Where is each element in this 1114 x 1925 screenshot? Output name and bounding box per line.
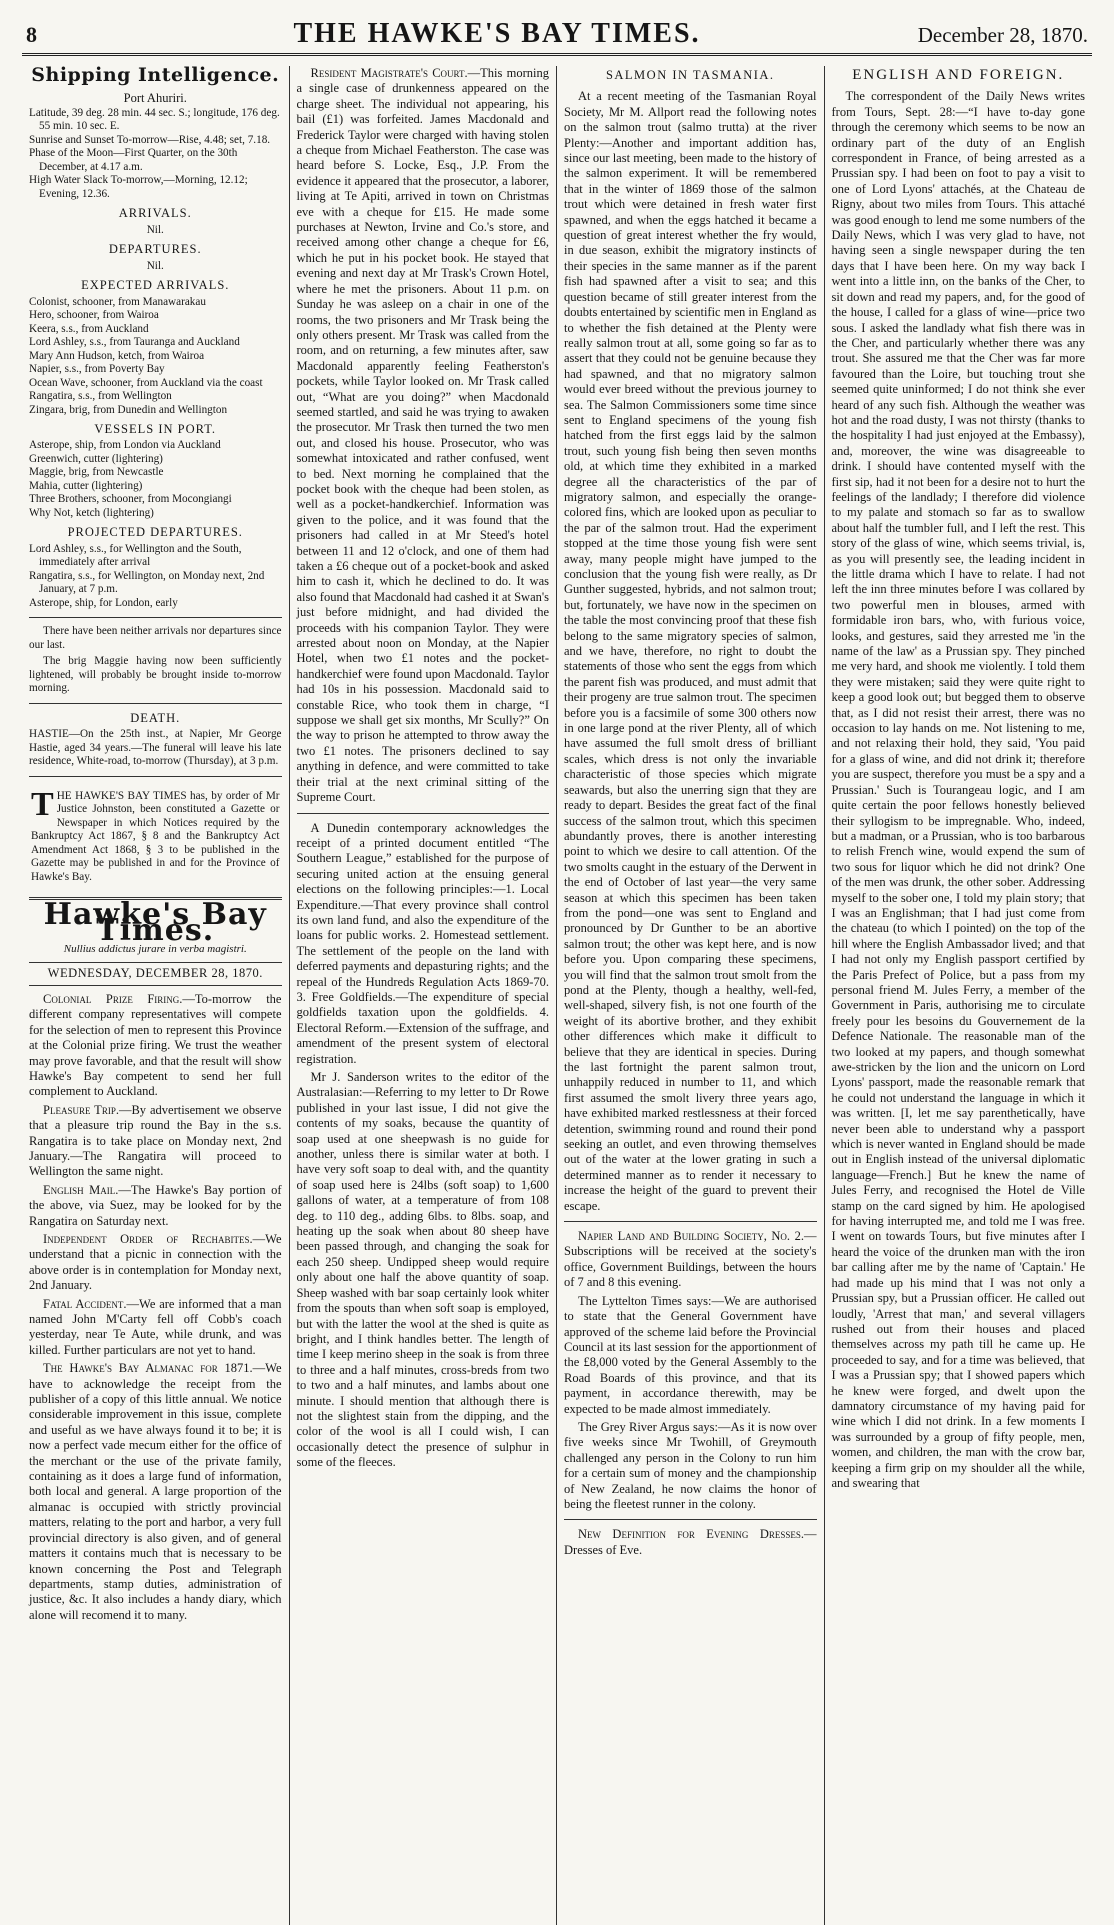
- salmon-heading: SALMON IN TASMANIA.: [605, 68, 775, 82]
- paper-title: THE HAWKE'S BAY TIMES.: [293, 18, 701, 49]
- list-item: Maggie, brig, from Newcastle: [29, 466, 164, 479]
- port-line: Latitude, 39 deg. 28 min. 44 sec. S.; longitude, 176 deg. 55 min. 10 sec. E.: [29, 106, 280, 133]
- paper-motto: Nullius addictus jurare in verba magistri.: [63, 943, 247, 956]
- list-item: Lord Ashley, s.s., for Wellington and the South, immediately after arrival: [29, 542, 242, 569]
- port-info: [29, 107, 282, 202]
- issue-date: December 28, 1870.: [917, 23, 1088, 47]
- projected-label: PROJECTED DEPARTURES.: [67, 525, 243, 540]
- list-item: Mary Ann Hudson, ketch, from Wairoa: [29, 349, 205, 362]
- news-paragraph: The Lyttelton Times says:—We are authorised to state that the General Government have approved of the scheme laid before the Provincial Council at its last session for the apportionment of the £8,000 voted by the General Assembly to the Road Boards of this province, and that its payment, in accordance therewith, may be expected to be made almost immediately.: [564, 1293, 817, 1416]
- column-4: [825, 66, 1093, 1925]
- list-item: Asterope, ship, from London via Auckland: [29, 439, 221, 452]
- news-paragraph: The Hawke's Bay Almanac for 1871.—We have to acknowledge the receipt from the publisher of a copy of this little annual. We notice considerable improvement in this issue, complete and useful as we have always found it to be; it is now a perfect vade mecum either for the office of the merchant or the use of the private family, containing as it does a large fund of information, both local and general. A large proportion of the almanac is occupied with strictly provincial matters, relating to the port and harbor, a very full provincial directory is also given, and of general matters it contains much that is necessary to be known concerning the Post and Telegraph departments, stamp duties, administration of justice, &c. It also includes a handy diary, which alone will recomend it to many.: [29, 1361, 282, 1622]
- divider: [564, 1519, 817, 1520]
- departures-value: Nil.: [146, 259, 164, 272]
- news-paragraph: Colonial Prize Firing.—To-morrow the different company representatives will compete for the selection of men to represent this Province at the Colonial prize firing. We trust the weather may prove favorable, and that the result will show Hawke's Bay competent to send her full complement to Auckland.: [29, 991, 282, 1099]
- news-paragraph: At a recent meeting of the Tasmanian Royal Society, Mr M. Allport read the following notes on the salmon trout (salmo trutta) at the river Plenty:—Another and important addition has, since our last meeting, been made to the history of the salmon experiment. It will be remembered that in the winter of 1869 those of the salmon trout which were detained in fresh water first spawned, and when the eggs hatched it became a question of great interest whether the fry would, in due season, exhibit the migratory instincts of their species in the same manner as if the parent fish had spawned after a visit to sea; and this question became of still greater interest from the doubts entertained by scientific men in England as to whether the fish detained at the Plenty were really salmon trout at all, some going so far as to assert that they could not be genuine because they had spawned, and that no migratory salmon would ever breed without the previous journey to sea. The Salmon Commissioners some time since sent to England specimens of the young fish hatched from the first eggs laid by the salmon trout, such young fish being then seven months old, at which time they exhibited in a marked degree all the characteristics of the par of migratory salmon, and especially the orange-colored fins, which are looked upon as peculiar to the par of the salmon trout. Had the experiment stopped at the time those young fish were sent away, many people might have jumped to the conclusion that the young fish were really, as Dr Gunther suggested, hybrids, and not salmon trout; but, fortunately, we have now in the specimen on the table the most convincing proof that these fish belong to the same migratory species of salmon, and we have, therefore, no right to doubt the statements of those who sent the eggs from which the parent fish was produced, and must admit that their progeny are true salmon trout. The specimen before you is a facsimile of some 300 others now in one large pond at the river Plenty, all of which have assumed the full smolt dress of brilliant scales, which dress is not only the invariable characteristic of those species which migrate seawards, but also the unerring sign that they are ready to depart. Besides the great fact of the final success of the salmon trout, which this specimen abundantly proves, there is another interesting point to which we desire to call attention. Of the two smolts caught in the estuary of the Derwent in the end of October of last year—the very same season at which this specimen has been taken from the pond—one was sent to England and pronounced by Dr Gunther to be an abortive salmon trout; the other was kept here, and is now before you. Upon comparing these specimens, you will find that the salmon trout smolt from the pond at the Plenty, though a healthy, well-fed, well-shaped, silvery fish, is not one fourth of the weight of its abortive brother, and they exhibit other differences which make it difficult to believe that they are identical in species. During the last fortnight the parent salmon trout, unhappily reduced in number to 11, and which first assumed the smolt livery three years ago, have exhibited marked restlessness at their forced detention, swimming round and round their pond seeking an outlet, and even throwing themselves out of the water at the lower grating in such a determined manner as to render it necessary to increase the height of the guard to prevent their escape.: [564, 89, 817, 1213]
- expected-list: [29, 296, 282, 418]
- drop-cap: T: [31, 785, 54, 823]
- list-item: Rangatira, s.s., for Wellington, on Monday next, 2nd January, at 7 p.m.: [29, 569, 265, 596]
- list-item: Greenwich, cutter (lightering): [29, 452, 163, 465]
- list-item: Rangatira, s.s., from Wellington: [29, 390, 172, 403]
- in-port-label: VESSELS IN PORT.: [94, 422, 217, 437]
- english-foreign-heading: ENGLISH AND FOREIGN.: [852, 67, 1065, 83]
- paper-name: Hawke's Bay Times.: [43, 897, 267, 948]
- list-item: Ocean Wave, schooner, from Auckland via the coast: [29, 376, 263, 389]
- port-line: High Water Slack To-morrow,—Morning, 12.12; Evening, 12.36.: [29, 174, 248, 200]
- list-item: Zingara, brig, from Dunedin and Wellington: [29, 403, 228, 416]
- list-item: Hero, schooner, from Wairoa: [29, 309, 159, 322]
- news-paragraph: Pleasure Trip.—By advertisement we observe that a pleasure trip round the Bay in the s.s. Rangatira is to take place on Monday next, 2nd January.—The Rangatira will proceed to Wellington the same night.: [29, 1102, 282, 1179]
- port-name: Port Ahuriri.: [123, 91, 187, 106]
- news-paragraph: Fatal Accident.—We are informed that a man named John M'Carty fell off Cobb's coach yesterday, near Te Aute, while drunk, and was killed. Further particulars are not yet to hand.: [29, 1296, 282, 1357]
- divider: [564, 1221, 817, 1222]
- arrivals-label: ARRIVALS.: [118, 206, 192, 221]
- news-paragraph: New Definition for Evening Dresses.—Dresses of Eve.: [564, 1527, 817, 1557]
- divider: [29, 703, 282, 704]
- news-paragraph: Mr J. Sanderson writes to the editor of the Australasian:—Referring to my letter to Dr Rowe published in your last issue, I did not give the contents of my soaks, because the quantity of soap used at one sheepwash is no guide for another, unless there is similar water at both. I have very soft soap to deal with, and the quantity of soap used here is 24lbs (soft soap) to 1,600 gallons of water, at a temperature of from 108 deg. to 110 deg., adding 6lbs. to 8lbs. soap, and heating up the soak when about 80 sheep have been passed through, and changing the soak for each 250 sheep. Undipped sheep would require only about one half the above quantity of soap. Sheep washed with bar soap certainly look whiter from the spouts than when soft soap is employed, but with the latter the wool at the shed is quite as bright, and I think handles better. The length of time I keep merino sheep in the soak is from three to three and a half minutes, cross-breds from two to two and a half minutes, and lambs about one minute. I should mention that although there is not the slightest stain from the dipping, and the color of the wool is all I could wish, I can occasionally detect the presence of sulphur in some of the fleeces.: [296, 1070, 549, 1470]
- news-paragraph: English Mail.—The Hawke's Bay portion of the above, via Suez, may be looked for by the Rangatira on Saturday next.: [29, 1182, 282, 1228]
- list-item: Why Not, ketch (lightering): [29, 506, 154, 519]
- shipping-heading: Shipping Intelligence.: [31, 66, 280, 86]
- list-item: Asterope, ship, for London, early: [29, 596, 178, 609]
- list-item: Three Brothers, schooner, from Mocongiangi: [29, 493, 232, 506]
- column-3: [557, 66, 825, 1925]
- list-item: Colonist, schooner, from Manawarakau: [29, 295, 206, 308]
- list-item: Mahia, cutter (lightering): [29, 479, 143, 492]
- death-label: DEATH.: [130, 710, 181, 725]
- death-notice: HASTIE—On the 25th inst., at Napier, Mr George Hastie, aged 34 years.—The funeral will leave his late residence, White-road, to-morrow (Thursday), at 3 p.m.: [29, 728, 282, 768]
- note: The brig Maggie having now been sufficiently lightened, will probably be brought inside to-morrow morning.: [29, 655, 282, 695]
- shipping-notes: [29, 625, 282, 696]
- divider: [29, 617, 282, 618]
- column-2: [290, 66, 558, 1925]
- news-paragraph: Napier Land and Building Society, No. 2.—Subscriptions will be received at the society's office, Government Buildings, between the hours of 7 and 8 this evening.: [564, 1229, 817, 1290]
- port-line: Phase of the Moon—First Quarter, on the 30th December, at 4.17 a.m.: [29, 147, 238, 173]
- list-item: Napier, s.s., from Poverty Bay: [29, 363, 165, 376]
- expected-label: EXPECTED ARRIVALS.: [81, 278, 230, 293]
- news-paragraph: Resident Magistrate's Court.—This morning a single case of drunkenness appeared on the charge sheet. The individual not appearing, his bail (£1) was forfeited. James Macdonald and Frederick Taylor were charged with having stolen a cheque from Michael Featherston. The case was heard before S. Locke, Esq., J.P. From the evidence it appeared that the prosecutor, a laborer, living at Te Apiti, arrived in town on Christmas eve with a cheque for £15. He made some purchases at Newton, Irvine and Co.'s store, and received among other change a cheque for £6, which he put in his pocket book. He stayed that evening and next day at Mr Trask's Crown Hotel, where he met the prisoners. About 11 p.m. on Sunday he was asleep on a chair in one of the rooms, the two prisoners and Mr Trask being the only others present. Mr Trask was called from the room, and on returning, a few minutes after, saw Macdonald apparently feeling Featherston's pockets, while Taylor looked on. Mr Trask called out, “What are you doing?” when Macdonald seemed startled, and said he was trying to awaken the prosecutor. Mr Trask then turned the two men out, and closed his house. Prosecutor, who was somewhat intoxicated and rather confused, went to bed. Next morning he complained that the pocket book with the cheque had been stolen, as well as a pocket-handkerchief. Information was given to the police, and it was found that the prisoners had called in at Mr Steed's hotel between 11 and 12 o'clock, and one of them had taken a £6 cheque out of a pocket-book and asked him to cash it, which he declined to do. It was also found that Macdonald had cashed it at Swan's just before midnight, and had divided the proceeds with his companion Taylor. They were arrested about noon on Monday, at the Napier Hotel, when two £1 notes and the pocket-handkerchief were found upon Macdonald. Taylor had 10s in his possession. Macdonald said to constable Rice, who took them in charge, “I suppose we shall get six months, Mr Scully?” On the way to prison he attempted to throw away the two £1 notes. The prisoners declined to say anything in defence, and were committed to take their trial at the next criminal sitting of the Supreme Court.: [296, 66, 549, 805]
- list-item: Keera, s.s., from Auckland: [29, 322, 149, 335]
- column-1: [22, 66, 290, 1925]
- divider: [29, 776, 282, 777]
- news-paragraphs: [29, 992, 282, 1623]
- news-paragraph: The correspondent of the Daily News writes from Tours, Sept. 28:—“I have to-day gone through the ceremony which seems to be now an ordinary part of the duty of an English correspondent in France, of being arrested as a Prussian spy. I had been on foot to pay a visit to one of Lord Lyons' attachés, at the Chateau de Rigny, about two miles from Tours. This attaché was good enough to lend me some numbers of the Daily News, which I was very glad to have, not having seen a single newspaper during the ten days that I have been here. On my way back I went into a little inn, on the banks of the Cher, to sit down and read my papers, and, for the good of the house, I called for a glass of wine—price two sous. I asked the landlady what fish there was in the Cher, and particularly whether there was any trout. She assured me that the Cher was far more favoured than the Loire, but touching trout she seemed quite uninformed; I do not think she ever heard of any such fish. Although the weather was hot and the road dusty, I was not thirsty (thanks to the hospitality I had just enjoyed at the Embassy), and, moreover, the wine was disagreeable to drink. I should have contented myself with the first sip, had it not been for a desire not to hurt the feelings of the landlady; I therefore did violence to my palate and stomach so far as to swallow about half the tumbler full, and I left the rest. This story of the glass of wine, which seems trivial, is, as you will presently see, the leading incident in the little drama which I have to relate. I had not left the inn three minutes before I was collared by two powerful men in blouses, armed with formidable iron bars, who, with furious voice, looks, and gestures, said they arrested me 'in the name of the law' as a Prussian spy. They pinched me very hard, and shook me violently. I told them they were mistaken; said they were quite right to keep a good look out; but begged them to observe that, as I did not resist their arrest, there was no occasion to lay hands on me. Not listening to me, and not relaxing their hold, they said, 'You paid for a glass of wine, and did not drink it; therefore you are suspect, therefore you must be a spy and a Prussian.' Such is Tourangeau logic, and I am quite certain the poor fellows honestly believed their syllogism to be impregnable. Who, indeed, but a madman, or a Prussian, who is too barbarous to relish French wine, would expend the sum of two sous for liquor which he did not drink? One of the men was drunk, the other sober. Addressing myself to the sober one, I told my plain story; that I was an Englishman; that I had just come from the chateau (to which I pointed) on the top of the hill where the English Ambassador lived; and that I had not only my English passport certified by the Paris Prefect of Police, but a pass from my personal friend M. Jules Ferry, a member of the Government in Paris, authorising me to circulate freely pour les besoins du Gouvernement de la Defence Nationale. The reasonable man of the two looked at my papers, and though somewhat awe-stricken by the lion and the unicorn on Lord Lyons' passport, made the reasonable remark that he could not understand the language in which it was written. [I, let me say parenthetically, have never been able to understand why a passport which is never wanted in England should be made out in English instead of the universal diplomatic language—French.] But he knew the name of Jules Ferry, and recognised the Hotel de Ville stamp on the card signed by him. He apologised for having interrupted me, and told me I was free. I went on towards Tours, but five minutes after I heard the voice of the drunken man with the iron bar calling after me by the name of 'Captain.' He had made up his mind that I was not only a Prussian spy, but a Prussian officer. He called out loudly, 'Arrest that man,' and several villagers rushed out from their houses and placed themselves across my path till he came up. He proceeded to say, and for a time was believed, that I was a Prussian spy; that I showed papers which he knew were forged, and dwelt upon the damnatory circumstance of my having paid for wine which I did not drink. In a few moments I was surrounded by a group of fifty people, men, women, and children, the man with the crow bar, keeping a firm grip on my shoulder all the while, and swearing that: [831, 89, 1085, 1490]
- list-item: Lord Ashley, s.s., from Tauranga and Auckland: [29, 336, 240, 349]
- news-paragraph: A Dunedin contemporary acknowledges the receipt of a printed document entitled “The Southern League,” established for the purpose of securing united action at the ensuing general elections on the following principles:—1. Local Expenditure.—That every province shall control its own land fund, and also the expenditure of the loans for public works. 2. Homestead settlement. The settlement of the people on the land with deferred payments and depasturing rights; and the repeal of the Hundreds Regulation Acts 1869-70. 3. Free Goldfields.—The expenditure of special goldfields taxation upon the goldfields. 4. Electoral Reform.—Extension of the suffrage, and amendment of the present system of electoral registration.: [296, 820, 549, 1066]
- news-paragraph: Independent Order of Rechabites.—We understand that a picnic in connection with the above order is in contemplation for Monday next, 2nd January.: [29, 1231, 282, 1293]
- departures-label: DEPARTURES.: [108, 242, 202, 257]
- port-line: Sunrise and Sunset To-morrow—Rise, 4.48; set, 7.18.: [29, 133, 271, 146]
- note: There have been neither arrivals nor departures since our last.: [29, 625, 282, 651]
- gazette-notice-text: HE HAWKE'S BAY TIMES has, by order of Mr Justice Johnston, been constituted a Gazette or Newspaper in which Notices required by the Bankruptcy Act 1867, § 8 and the Bankruptcy Act Amendment Act 1868, § 3 to be published in the Gazette may be published in and for the Province of Hawke's Bay.: [31, 789, 280, 883]
- divider: [297, 813, 550, 814]
- columns: [22, 66, 1092, 1925]
- news-paragraph: The Grey River Argus says:—As it is now over five weeks since Mr Twohill, of Greymouth challenged any person in the Colony to run him for a certain sum of money and the championship of New Zealand, he now claims the honor of being the fleetest runner in the colony.: [564, 1419, 817, 1511]
- page-number: 8: [26, 22, 37, 47]
- masthead: [22, 18, 1092, 56]
- in-port-list: [29, 439, 282, 520]
- projected-list: [29, 543, 282, 611]
- arrivals-value: Nil.: [146, 223, 164, 236]
- gazette-notice: [29, 784, 282, 891]
- dateline: WEDNESDAY, DECEMBER 28, 1870.: [29, 962, 282, 985]
